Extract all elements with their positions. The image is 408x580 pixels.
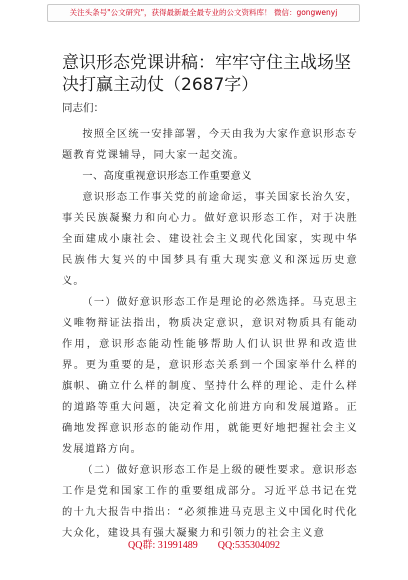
intro-paragraph: 按照全区统一安排部署，今天由我为大家作意识形态专题教育党课辅导，同大家一起交流。 [62, 129, 358, 161]
document-title: 意识形态党课讲稿：牢牢守住主战场坚决打赢主动仗（2687字） [62, 53, 351, 95]
body-paragraph: 意识形态工作事关党的前途命运，事关国家长治久安，事关民族凝聚力和向心力。做好意识形态工作，对于决胜全面建成小康社会、建设社会主义现代化国家，实现中华民族伟大复兴的中国梦具有重大现实意义和深远历史意义。 [62, 192, 358, 287]
document-body [62, 124, 358, 544]
greeting: 同志们： [62, 102, 104, 114]
body-paragraph: （一）做好意识形态工作是理论的必然选择。马克思主义唯物辩证法指出，物质决定意识，意识对物质具有能动作用，意识形态能动性能够帮助人们认识世界和改造世界。更为重要的是，意识形态关系到一个国家举什么样的旗帜、确立什么样的制度、坚持什么样的理论、走什么样的道路等重大问题，决定着文化前进方向和发展道路。正确地发挥意识形态的能动作用，就能更好地把握社会主义发展道路方向。 [62, 297, 358, 455]
promo-banner: 关注头条号"公文研究"，获得最新最全最专业的公文资料库！ 微信：gongwenyj [47, 4, 360, 22]
body-paragraph: （二）做好意识形态工作是上级的硬性要求。意识形态工作是党和国家工作的重要组成部分。习近平总书记在党的十九大报告中指出：“必须推进马克思主义中国化时代化大众化，建设具有强大凝聚力和引领力的社会主义意 [62, 465, 358, 539]
qq-contact-footer: QQ群: 31991489 QQ:535304092 [128, 540, 280, 551]
section-heading: 一、高度重视意识形态工作重要意义 [82, 171, 252, 182]
